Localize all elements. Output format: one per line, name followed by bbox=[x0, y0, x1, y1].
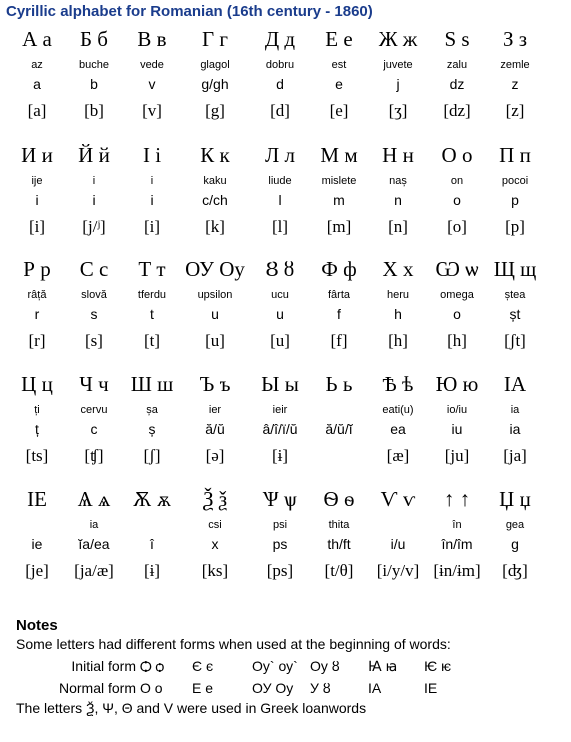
letter-transliteration: în/îm bbox=[441, 536, 473, 552]
letter-transliteration: m bbox=[333, 192, 345, 208]
letter-transliteration: c bbox=[90, 421, 98, 437]
letter-name: ți bbox=[34, 404, 40, 416]
letter-name: ier bbox=[208, 404, 222, 416]
letter-ipa: [f] bbox=[330, 331, 348, 350]
letter-glyph: Ш ш bbox=[130, 372, 174, 396]
letter-glyph: Ѕ ѕ bbox=[444, 27, 470, 51]
form-glyph: ІЕ bbox=[424, 680, 438, 696]
letter-transliteration: ea bbox=[390, 421, 406, 437]
letter-ipa: [æ] bbox=[386, 446, 410, 465]
letter-glyph: Ь ь bbox=[325, 372, 353, 396]
letter-transliteration: șt bbox=[509, 306, 521, 322]
letter-name: cervu bbox=[80, 404, 108, 416]
letter-transliteration: f bbox=[337, 306, 341, 322]
letter-transliteration: e bbox=[335, 76, 343, 92]
initial-form-label: Initial form bbox=[71, 658, 136, 674]
letter-transliteration: i/u bbox=[390, 536, 406, 552]
letter-ipa: [g] bbox=[205, 101, 225, 120]
letter-name: ștea bbox=[504, 289, 526, 301]
letter-glyph: Ѵ ѵ bbox=[380, 487, 416, 511]
letter-ipa: [v] bbox=[142, 101, 162, 120]
letter-name: zemle bbox=[500, 59, 530, 71]
letter-ipa: [dz] bbox=[443, 101, 471, 120]
letter-transliteration: l bbox=[278, 192, 282, 208]
form-glyph: Є є bbox=[192, 658, 214, 674]
letter-glyph: Ю ю bbox=[435, 372, 479, 396]
letter-glyph: ІА bbox=[503, 372, 527, 396]
letter-transliteration: b bbox=[90, 76, 98, 92]
letter-name: liude bbox=[268, 175, 292, 187]
form-glyph: Ꙗ ꙗ bbox=[368, 658, 398, 674]
form-glyph: О о bbox=[140, 680, 163, 696]
letter-ipa: [h] bbox=[447, 331, 467, 350]
letter-transliteration: ț bbox=[35, 421, 39, 437]
letter-name: buche bbox=[79, 59, 109, 71]
letter-glyph: З з bbox=[502, 27, 528, 51]
letter-glyph: Л л bbox=[265, 143, 295, 167]
letter-name: ia bbox=[89, 519, 99, 531]
letter-glyph: И и bbox=[21, 143, 53, 167]
letter-ipa: [ja/æ] bbox=[74, 561, 114, 580]
letter-glyph: Ѳ ѳ bbox=[323, 487, 355, 511]
letter-transliteration: u bbox=[276, 306, 284, 322]
letter-transliteration: ă/ŭ bbox=[205, 421, 225, 437]
letter-transliteration: h bbox=[394, 306, 402, 322]
form-glyph: Оу ȣ bbox=[310, 658, 340, 674]
letter-name: juvete bbox=[383, 59, 413, 71]
letter-ipa: [ɨ] bbox=[143, 561, 161, 580]
letter-ipa: [i] bbox=[28, 217, 46, 236]
letter-name: upsilon bbox=[197, 289, 233, 301]
letter-glyph: Ѧ ѧ bbox=[77, 487, 111, 511]
letter-transliteration: s bbox=[90, 306, 98, 322]
letter-transliteration: r bbox=[34, 306, 40, 322]
letter-name: on bbox=[450, 175, 464, 187]
letter-glyph: Г г bbox=[201, 27, 228, 51]
letter-transliteration: dz bbox=[449, 76, 465, 92]
letter-glyph: А а bbox=[22, 27, 52, 51]
form-glyph: У ȣ bbox=[310, 680, 331, 696]
letter-glyph: Ы ы bbox=[261, 372, 299, 396]
letter-name: i bbox=[92, 175, 96, 187]
letter-glyph: Щ щ bbox=[493, 257, 537, 281]
letter-glyph: О о bbox=[441, 143, 473, 167]
letter-glyph: Е е bbox=[325, 27, 353, 51]
letter-glyph: Џ џ bbox=[499, 487, 531, 511]
letter-glyph: Р р bbox=[23, 257, 51, 281]
letter-transliteration: g/gh bbox=[201, 76, 229, 92]
form-glyph: Е е bbox=[192, 680, 214, 696]
letter-transliteration: ps bbox=[272, 536, 288, 552]
letter-ipa: [ɨn/ɨm] bbox=[433, 561, 481, 580]
letter-glyph: Ѱ ѱ bbox=[263, 487, 297, 511]
normal-form-label: Normal form bbox=[58, 680, 136, 696]
letter-transliteration: v bbox=[148, 76, 156, 92]
letter-transliteration: z bbox=[511, 76, 519, 92]
letter-ipa: [d] bbox=[270, 101, 290, 120]
letter-ipa: [u] bbox=[205, 331, 225, 350]
letter-transliteration: c/ch bbox=[202, 192, 228, 208]
letter-ipa: [ʒ] bbox=[388, 101, 408, 120]
letter-glyph: Ѫ ѫ bbox=[132, 487, 172, 511]
letter-transliteration: u bbox=[211, 306, 219, 322]
letter-ipa: [r] bbox=[28, 331, 46, 350]
letter-glyph: ІЕ bbox=[27, 487, 47, 511]
letter-name: slovă bbox=[81, 289, 107, 301]
letter-ipa: [l] bbox=[271, 217, 289, 236]
letter-ipa: [i] bbox=[143, 217, 161, 236]
letter-glyph: Х х bbox=[382, 257, 414, 281]
letter-ipa: [u] bbox=[270, 331, 290, 350]
letter-glyph: М м bbox=[320, 143, 358, 167]
letter-glyph: Ф ф bbox=[321, 257, 357, 281]
letter-transliteration: n bbox=[394, 192, 402, 208]
letter-name: heru bbox=[386, 289, 410, 301]
letter-transliteration: o bbox=[453, 192, 461, 208]
letter-transliteration: g bbox=[511, 536, 519, 552]
letter-name: ucu bbox=[271, 289, 289, 301]
letter-transliteration: p bbox=[511, 192, 519, 208]
letter-ipa: [k] bbox=[205, 217, 225, 236]
letter-transliteration: ĭa/ea bbox=[78, 536, 110, 552]
notes-intro: Some letters had different forms when used at the beginning of words: bbox=[16, 636, 451, 652]
letter-ipa: [e] bbox=[329, 101, 349, 120]
letter-glyph: К к bbox=[200, 143, 230, 167]
letter-glyph: Б б bbox=[80, 27, 108, 51]
letter-ipa: [n] bbox=[388, 217, 408, 236]
letter-name: ieir bbox=[272, 404, 288, 416]
letter-glyph: Т т bbox=[138, 257, 166, 281]
letter-glyph: Ѡ ѡ bbox=[435, 257, 479, 281]
letter-transliteration: j bbox=[396, 76, 400, 92]
letter-glyph: ↑ ↑ bbox=[443, 487, 471, 511]
letter-name: naș bbox=[389, 175, 407, 187]
letter-ipa: [b] bbox=[84, 101, 104, 120]
letter-ipa: [h] bbox=[388, 331, 408, 350]
letter-ipa: [ɨ] bbox=[271, 446, 289, 465]
letter-glyph: І і bbox=[142, 143, 162, 167]
letter-name: ia bbox=[510, 404, 520, 416]
letter-name: tferdu bbox=[137, 289, 167, 301]
page-title: Cyrillic alphabet for Romanian (16th century - 1860) bbox=[6, 3, 373, 20]
letter-ipa: [je] bbox=[25, 561, 49, 580]
letter-transliteration: iu bbox=[451, 421, 463, 437]
letter-glyph: Ъ ъ bbox=[199, 372, 231, 396]
form-glyph: ОУ Оу bbox=[252, 680, 294, 696]
letter-name: est bbox=[331, 59, 347, 71]
notes-title: Notes bbox=[16, 617, 58, 634]
letter-name: gea bbox=[505, 519, 525, 531]
letter-transliteration: ia bbox=[509, 421, 521, 437]
letter-transliteration: î bbox=[150, 536, 154, 552]
letter-forms-table bbox=[16, 655, 566, 699]
letter-name: șa bbox=[146, 404, 158, 416]
letter-glyph: Ц ц bbox=[21, 372, 53, 396]
letter-ipa: [m] bbox=[326, 217, 352, 236]
letter-name: vede bbox=[140, 59, 164, 71]
letter-transliteration: th/ft bbox=[327, 536, 351, 552]
letter-name: în bbox=[452, 519, 462, 531]
letter-glyph: Ж ж bbox=[378, 27, 418, 51]
letter-transliteration: x bbox=[211, 536, 219, 552]
letter-name: râță bbox=[27, 289, 47, 301]
letter-transliteration: â/î/ï/ŭ bbox=[262, 421, 298, 437]
letter-transliteration: d bbox=[276, 76, 284, 92]
letter-transliteration: a bbox=[33, 76, 41, 92]
letter-ipa: [ks] bbox=[201, 561, 229, 580]
letter-glyph: ОУ Оу bbox=[185, 257, 245, 281]
letter-ipa: [ʃ] bbox=[143, 446, 161, 465]
letter-name: mislete bbox=[321, 175, 357, 187]
letter-name: omega bbox=[440, 289, 474, 301]
letter-ipa: [ʃt] bbox=[504, 331, 526, 350]
letter-glyph: В в bbox=[137, 27, 167, 51]
letter-glyph: П п bbox=[499, 143, 531, 167]
letter-name: io/iu bbox=[446, 404, 468, 416]
letter-ipa: [t] bbox=[143, 331, 161, 350]
letter-ipa: [i/y/v] bbox=[376, 561, 420, 580]
letter-glyph: Ѣ ѣ bbox=[382, 372, 414, 396]
letter-name: glagol bbox=[200, 59, 230, 71]
letter-ipa: [j/ʲ] bbox=[82, 217, 106, 236]
letter-transliteration: t bbox=[150, 306, 154, 322]
letter-glyph: Й й bbox=[78, 143, 110, 167]
letter-ipa: [s] bbox=[85, 331, 103, 350]
letter-glyph: Д д bbox=[264, 27, 296, 51]
letter-ipa: [t/θ] bbox=[324, 561, 354, 580]
letter-name: fârta bbox=[327, 289, 350, 301]
letter-name: kaku bbox=[203, 175, 227, 187]
letter-transliteration: o bbox=[453, 306, 461, 322]
letter-name: dobru bbox=[265, 59, 295, 71]
letter-name: ije bbox=[31, 175, 43, 187]
letter-ipa: [o] bbox=[447, 217, 467, 236]
notes-section bbox=[16, 616, 566, 718]
letter-transliteration: ie bbox=[31, 536, 43, 552]
letter-transliteration: i bbox=[150, 192, 154, 208]
form-glyph: Ѥ ѥ bbox=[424, 658, 452, 674]
letter-glyph: Ѯ ѯ bbox=[202, 487, 228, 511]
letter-glyph: Ȣ ȣ bbox=[265, 257, 295, 281]
letter-transliteration: ă/ŭ/ĭ bbox=[325, 421, 353, 437]
form-glyph: ІА bbox=[368, 680, 382, 696]
letter-transliteration: ș bbox=[148, 421, 156, 437]
form-glyph: Ѻ ѻ bbox=[140, 658, 165, 674]
form-glyph: Оу` оу` bbox=[252, 658, 298, 674]
normal-form-row bbox=[16, 677, 566, 699]
notes-greek-loanwords: The letters Ѯ, Ψ, Θ and V were used in Greek loanwords bbox=[16, 700, 367, 716]
letter-ipa: [p] bbox=[505, 217, 525, 236]
letter-ipa: [ʤ] bbox=[502, 561, 528, 580]
letter-ipa: [a] bbox=[27, 101, 47, 120]
letter-name: i bbox=[150, 175, 154, 187]
letter-ipa: [ts] bbox=[25, 446, 49, 465]
letter-transliteration: i bbox=[35, 192, 39, 208]
letter-ipa: [ju] bbox=[444, 446, 470, 465]
letter-name: thita bbox=[328, 519, 350, 531]
letter-glyph: С с bbox=[79, 257, 109, 281]
letter-ipa: [ə] bbox=[205, 446, 225, 465]
letter-name: zalu bbox=[446, 59, 468, 71]
letter-transliteration: i bbox=[92, 192, 96, 208]
letter-ipa: [ps] bbox=[266, 561, 294, 580]
letter-ipa: [ja] bbox=[503, 446, 527, 465]
letter-name: az bbox=[31, 59, 43, 71]
letter-name: csi bbox=[208, 519, 222, 531]
letter-name: pocoi bbox=[501, 175, 529, 187]
initial-form-row bbox=[16, 655, 566, 677]
letter-glyph: Ч ч bbox=[79, 372, 109, 396]
letter-ipa: [ʧ] bbox=[84, 446, 104, 465]
letter-name: psi bbox=[272, 519, 288, 531]
letter-ipa: [z] bbox=[505, 101, 525, 120]
letter-name: eati(u) bbox=[382, 404, 414, 416]
letter-glyph: Н н bbox=[382, 143, 414, 167]
